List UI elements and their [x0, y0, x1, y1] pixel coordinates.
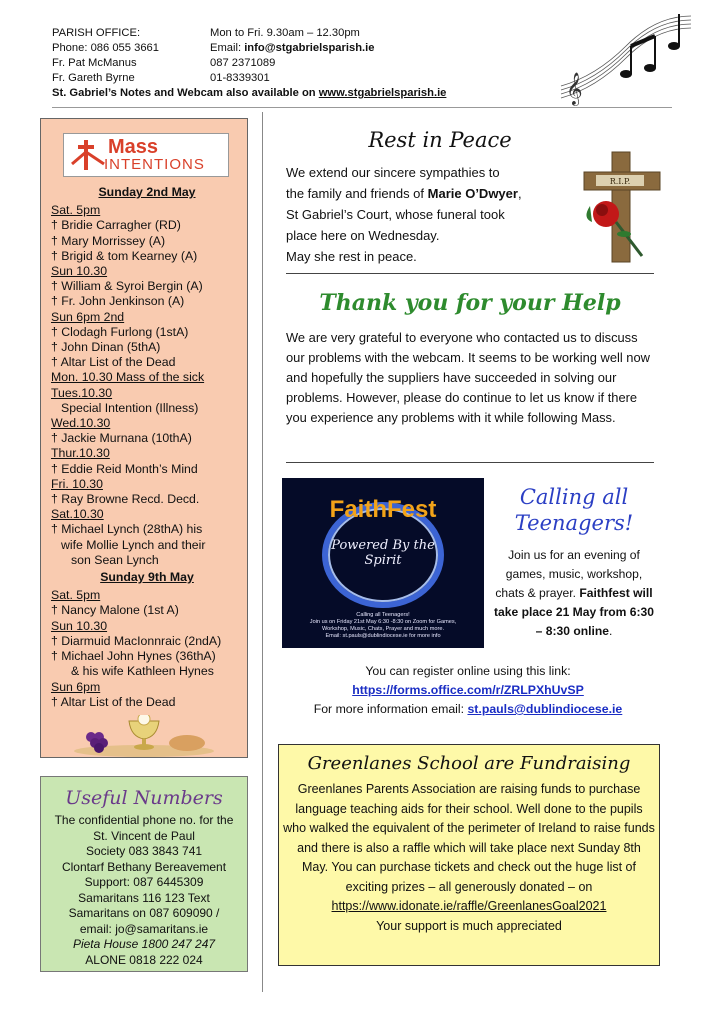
- faithfest-small-line: Calling all Teenagers!: [356, 612, 410, 618]
- office-hours-row: [52, 26, 446, 41]
- useful-line: Samaritans 116 123 Text: [78, 890, 210, 905]
- mass-intentions-box: [40, 118, 248, 758]
- phone-label: Phone: 086 055 3661: [52, 42, 160, 54]
- faithfest-small-line: Workshop, Music, Chats, Prayer and much more.: [321, 626, 445, 632]
- mass-time: Sat. 5pm: [51, 203, 101, 218]
- logo-mass-text: Mass: [108, 136, 159, 158]
- mass-time: Tues.10.30: [51, 385, 113, 400]
- faithfest-small-line: Join us on Friday 21st May 6:30 -8:30 on Zoom for Games,: [309, 619, 457, 625]
- mass-intention: † William & Syroi Bergin (A): [51, 279, 203, 294]
- logo-intentions-text: INTENTIONS: [104, 156, 205, 173]
- priest-phone: 01-8339301: [210, 72, 270, 84]
- mass-time: Mon. 10.30 Mass of the sick: [51, 370, 205, 385]
- mass-intention: † Fr. John Jenkinson (A): [51, 294, 185, 309]
- mass-intention: † Nancy Malone (1st A): [51, 603, 179, 618]
- header-divider: [52, 107, 672, 108]
- mass-intention: † Altar List of the Dead: [51, 694, 176, 709]
- mass-intention: † Brigid & tom Kearney (A): [51, 248, 198, 263]
- useful-numbers-title: Useful Numbers: [65, 787, 223, 809]
- register-text: For more information email:: [313, 702, 468, 716]
- chalice-grapes-icon: [69, 715, 219, 759]
- useful-line: Clontarf Bethany Bereavement: [61, 859, 227, 874]
- teenagers-info: [490, 546, 658, 641]
- mass-time: Sat. 5pm: [51, 588, 101, 603]
- mass-intention: † John Dinan (5thA): [51, 340, 161, 355]
- cross-with-rose-icon: [580, 148, 664, 266]
- mass-intention: † Michael Lynch (28thA) his: [51, 522, 203, 537]
- rip-line: St Gabriel’s Court, whose funeral took: [286, 207, 505, 222]
- mass-time: Sat.10.30: [51, 507, 104, 522]
- section-divider: [286, 462, 654, 463]
- teenagers-text: .: [608, 624, 613, 638]
- useful-line: ALONE 0818 222 024: [85, 952, 203, 967]
- register-info: [278, 662, 658, 719]
- thank-you-title: Thank you for your Help: [319, 290, 621, 316]
- email-label: Email:: [210, 42, 245, 54]
- greenlanes-box: [278, 744, 660, 966]
- mass-day-heading: Sunday 9th May: [100, 570, 194, 585]
- mass-intentions-logo: [63, 133, 229, 177]
- priest-name: Fr. Pat McManus: [52, 57, 137, 69]
- rip-text: the family and friends of: [286, 186, 428, 201]
- mass-intention: † Mary Morrissey (A): [51, 233, 166, 248]
- faithfest-small-line: Email: st.pauls@dublindiocese.ie for more info: [325, 633, 441, 639]
- mass-intention: † Bridie Carragher (RD): [51, 218, 181, 233]
- useful-line[interactable]: email: jo@samaritans.ie: [79, 921, 209, 936]
- rip-line: We extend our sincere sympathies to: [286, 165, 500, 180]
- greenlanes-closing: Your support is much appreciated: [376, 918, 562, 933]
- priest-row-1: [52, 56, 446, 71]
- rip-line: [286, 183, 586, 204]
- mass-intention: † Eddie Reid Month’s Mind: [51, 461, 198, 476]
- mass-time: Sun 10.30: [51, 264, 108, 279]
- faithfest-date: Faithfest will take place 21 May from 6:30 – 8:30 online: [494, 586, 654, 638]
- church-cross-icon: [70, 138, 106, 172]
- greenlanes-text: Greenlanes Parents Association are raising funds to purchase language teaching aids for their school. Well done to the pupils who walked the equivalent of the perimeter of Ireland to raise funds and there is also a raffle which will take place next Sunday 8th May. You can purchase tickets and check out the huge list of exciting prizes – all generously donated – on: [283, 782, 655, 894]
- mass-time: Wed.10.30: [51, 416, 111, 431]
- column-divider: [262, 112, 263, 992]
- priest-row-2: [52, 71, 446, 86]
- useful-line: Society 083 3843 741: [85, 844, 203, 858]
- mass-intention: Special Intention (Illness): [61, 400, 199, 415]
- mass-intention: † Altar List of the Dead: [51, 355, 176, 370]
- website-link[interactable]: www.stgabrielsparish.ie: [318, 87, 447, 99]
- rest-in-peace-body: [286, 162, 586, 267]
- mass-time: Sun 10.30: [51, 618, 108, 633]
- useful-numbers-list: [41, 813, 247, 968]
- mass-intention: son Sean Lynch: [71, 552, 159, 567]
- mass-intention: & his wife Kathleen Hynes: [71, 664, 214, 679]
- rip-text: ,: [517, 186, 522, 201]
- useful-line: Support: 087 6445309: [84, 875, 204, 889]
- mass-time: Sun 6pm: [51, 679, 101, 694]
- priest-phone: 087 2371089: [210, 57, 276, 69]
- rest-in-peace-title: Rest in Peace: [368, 128, 512, 152]
- mass-intention: † Clodagh Furlong (1stA): [51, 324, 189, 339]
- thank-you-body: We are very grateful to everyone who contacted us to discuss our problems with the webcam. It seems to be working well now and hopefully the suppliers have succeeded in solving our problems. However, please do continue to let us know if there you experience any problems with it while following Mass.: [286, 330, 650, 425]
- mass-intention: † Diarmuid MacIonnraic (2ndA): [51, 633, 222, 648]
- useful-line: Pieta House 1800 247 247: [72, 937, 216, 951]
- mass-intention: † Ray Browne Recd. Decd.: [51, 492, 200, 507]
- mass-time: Sun 6pm 2nd: [51, 309, 125, 324]
- deceased-name: Marie O’Dwyer: [427, 186, 518, 201]
- parish-header: [52, 26, 446, 101]
- priest-name: Fr. Gareth Byrne: [52, 72, 135, 84]
- mass-intention: † Michael John Hynes (36thA): [51, 649, 216, 664]
- raffle-link[interactable]: https://www.idonate.ie/raffle/GreenlanesGoal2021: [331, 899, 607, 913]
- office-label: PARISH OFFICE:: [52, 27, 141, 39]
- useful-line: St. Vincent de Paul: [93, 828, 195, 843]
- mass-intentions-list: [51, 183, 243, 710]
- faithfest-logo-text: FaithFest: [329, 496, 437, 523]
- useful-numbers-box: [40, 776, 248, 972]
- mass-day-heading: Sunday 2nd May: [98, 185, 196, 199]
- rip-plaque-text: R.I.P.: [609, 177, 631, 186]
- teenagers-text: Join us for an evening of games, music, workshop, chats & prayer.: [495, 548, 643, 600]
- faithfest-small-print: [284, 612, 482, 640]
- mass-time: Fri. 10.30: [51, 476, 103, 491]
- useful-line: The confidential phone no. for the: [54, 813, 234, 827]
- office-email[interactable]: info@stgabrielsparish.ie: [244, 42, 375, 54]
- info-email-link[interactable]: st.pauls@dublindiocese.ie: [467, 702, 623, 716]
- register-link[interactable]: https://forms.office.com/r/ZRLPXhUvSP: [352, 683, 584, 697]
- music-notes-icon: [556, 6, 696, 106]
- faithfest-subtitle: Powered By the Spirit: [331, 538, 435, 568]
- webcam-text: St. Gabriel’s Notes and Webcam also available on: [52, 87, 319, 99]
- phone-row: [52, 41, 446, 56]
- useful-line: Samaritans on 087 609090 /: [68, 906, 220, 920]
- mass-intention: wife Mollie Lynch and their: [61, 537, 206, 552]
- mass-intention: † Jackie Murnana (10thA): [51, 431, 192, 446]
- register-text: You can register online using this link:: [365, 664, 571, 678]
- webcam-row: [52, 86, 446, 101]
- rip-line: May she rest in peace.: [286, 249, 417, 264]
- faithfest-poster: [282, 478, 484, 648]
- rip-line: place here on Wednesday.: [286, 228, 440, 243]
- office-hours: Mon to Fri. 9.30am – 12.30pm: [210, 27, 360, 39]
- mass-time: Thur.10.30: [51, 446, 110, 461]
- svg-text:𝄞: 𝄞: [566, 72, 583, 105]
- greenlanes-title: Greenlanes School are Fundraising: [307, 753, 631, 774]
- section-divider: [286, 273, 654, 274]
- calling-teenagers-title: Calling all Teenagers!: [514, 485, 634, 535]
- greenlanes-body: [279, 780, 659, 936]
